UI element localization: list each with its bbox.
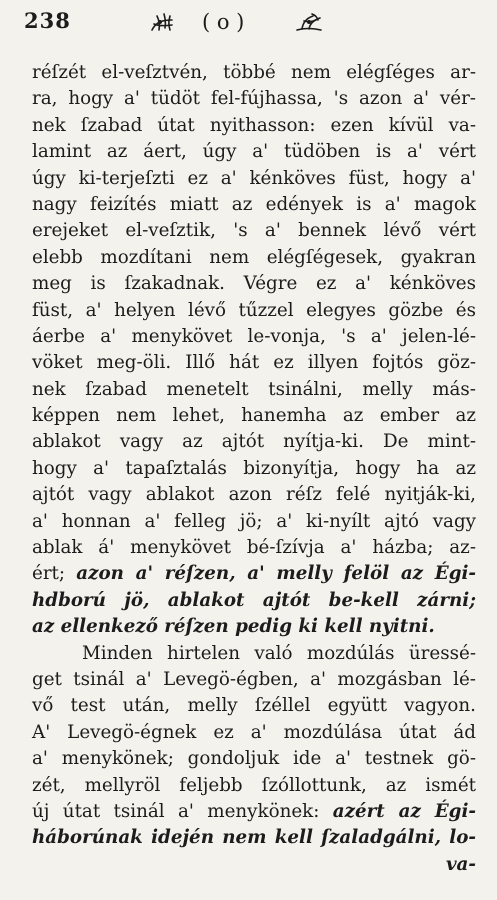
text-segment: új útat tsinál a' menykönek: xyxy=(32,800,333,822)
text-segment: vöket meg-öli. Illő hát ez illyen fojtós göz- xyxy=(32,352,476,374)
text-line xyxy=(32,509,476,535)
text-segment: ajtót vagy ablakot azon réſz felé nyitják-ki, xyxy=(32,484,476,506)
text-segment: vő test után, melly ſzéllel együtt vagyon. xyxy=(32,695,476,717)
text-segment: get tsinál a' Levegö-égben, a' mozgásban lé- xyxy=(32,668,476,690)
text-line xyxy=(32,139,476,165)
italic-text: az ellenkező réſzen pedig ki kell nyitni. xyxy=(32,616,435,638)
text-segment: A' Levegö-égnek ez a' mozdúlása útat ád xyxy=(32,721,476,743)
body-text xyxy=(32,60,476,878)
text-line xyxy=(32,271,476,297)
text-line xyxy=(32,825,476,851)
text-segment: nagy feizítés miatt az edények is a' magok xyxy=(32,193,476,215)
text-segment: füst, a' helyen lévő tűzzel elegyes gözbe és xyxy=(32,299,476,321)
text-segment: nek ſzabad menetelt tsinálni, melly más- xyxy=(32,378,476,400)
italic-text: va- xyxy=(445,853,476,875)
text-segment: ablak á' menykövet bé-ſzívja a' házba; az- xyxy=(32,537,476,559)
text-segment: réſzét el-veſztvén, többé nem elégſéges ar- xyxy=(32,62,476,83)
text-line xyxy=(32,482,476,508)
text-line xyxy=(32,746,476,772)
fleuron-ornament-icon xyxy=(148,10,176,38)
text-line xyxy=(32,720,476,746)
page-number: 238 xyxy=(24,8,71,33)
text-line xyxy=(32,377,476,403)
text-line xyxy=(32,773,476,799)
text-line xyxy=(32,614,476,640)
text-line xyxy=(32,218,476,244)
text-line xyxy=(32,298,476,324)
text-segment: képpen nem lehet, hanemha az ember az xyxy=(32,405,476,427)
italic-text: háborúnak idején nem kell ſzaladgálni, lo- xyxy=(32,827,476,849)
italic-text: azért az Égi- xyxy=(332,800,476,822)
text-line xyxy=(32,113,476,139)
text-line xyxy=(32,403,476,429)
fleuron-ornament-icon xyxy=(294,10,324,38)
catchword-line xyxy=(32,852,476,878)
text-line xyxy=(32,350,476,376)
text-line xyxy=(32,641,476,667)
text-line xyxy=(32,535,476,561)
text-line xyxy=(32,561,476,587)
page-header xyxy=(0,6,497,46)
italic-text: hdború jö, ablakot ajtót be-kell zárni; xyxy=(32,589,476,611)
text-segment: zét, mellyröl feljebb ſzóllottunk, az ismét xyxy=(32,774,476,796)
text-segment: lamint az áert, úgy a' tüdöben is a' vért xyxy=(32,141,476,163)
text-line xyxy=(32,456,476,482)
text-line xyxy=(32,245,476,271)
text-segment: Minden hirtelen való mozdúlás üressé- xyxy=(82,642,476,664)
text-line xyxy=(32,799,476,825)
text-line xyxy=(32,86,476,112)
text-segment: úgy ki-terjeſzti ez a' kénköves füst, hogy a' xyxy=(32,167,476,189)
text-segment: hogy a' tapaſztalás bizonyítja, hogy ha az xyxy=(32,457,476,479)
text-line xyxy=(32,324,476,350)
text-segment: a' honnan a' felleg jö; a' ki-nyílt ajtó vagy xyxy=(32,510,476,532)
text-segment: áerbe a' menykövet le-vonja, 's a' jelen-lé- xyxy=(32,325,476,347)
italic-text: azon a' réſzen, a' melly felöl az Égi- xyxy=(76,563,477,585)
text-line xyxy=(32,192,476,218)
text-segment: meg is ſzakadnak. Végre ez a' kénköves xyxy=(32,273,476,295)
text-line xyxy=(32,166,476,192)
text-line xyxy=(32,693,476,719)
text-segment: elebb mozdítani nem elégſégesek, gyakran xyxy=(32,246,476,268)
page-header-mark: ( o ) xyxy=(202,10,245,34)
text-segment: a' menykönek; gondoljuk ide a' testnek gö- xyxy=(32,748,476,770)
text-segment: ra, hogy a' tüdöt fel-fújhassa, 's azon a' vér- xyxy=(32,88,476,110)
text-segment: nek ſzabad útat nyithasson: ezen kívül va- xyxy=(32,114,476,136)
text-line xyxy=(32,429,476,455)
text-segment: ablakot vagy az ajtót nyítja-ki. De mint- xyxy=(32,431,476,453)
text-segment: erejeket el-veſztik, 's a' bennek lévő vért xyxy=(32,220,476,242)
text-line xyxy=(32,588,476,614)
text-line xyxy=(32,60,476,86)
text-segment: ért; xyxy=(32,563,77,585)
text-line xyxy=(32,667,476,693)
